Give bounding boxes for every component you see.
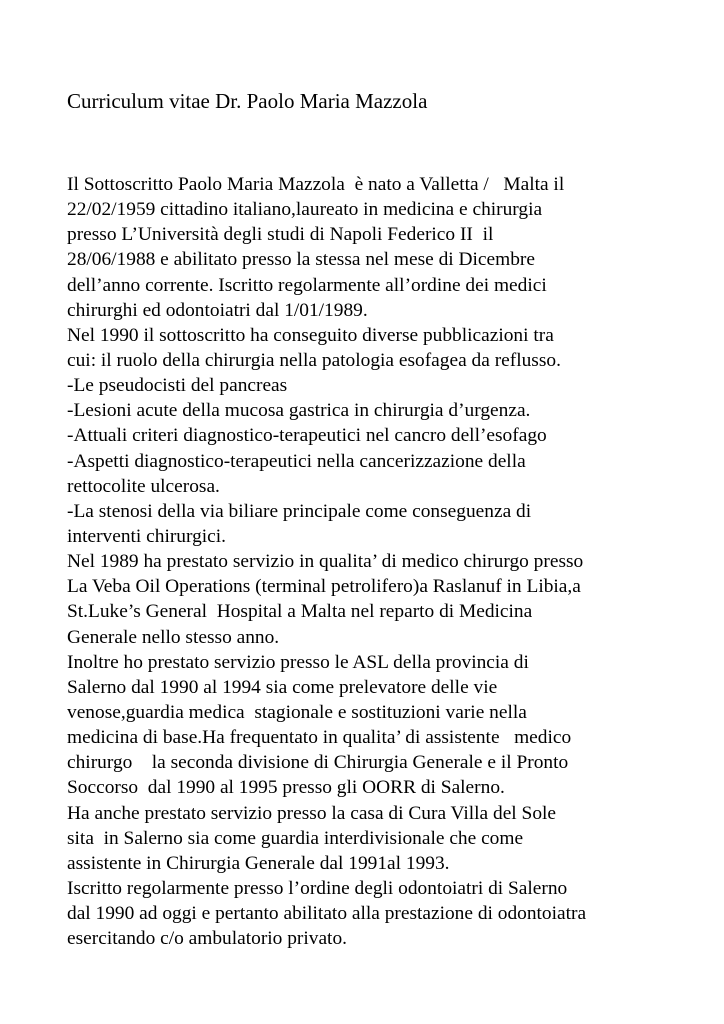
body-line: assistente in Chirurgia Generale dal 1991al 1993. bbox=[67, 852, 450, 874]
body-line: chirurgo la seconda divisione di Chirurgia Generale e il Pronto bbox=[67, 752, 569, 774]
body-line: esercitando c/o ambulatorio privato. bbox=[67, 928, 347, 950]
document-body bbox=[67, 172, 707, 951]
body-line: venose,guardia medica stagionale e sostituzioni varie nella bbox=[67, 701, 527, 723]
body-line: 28/06/1988 e abilitato presso la stessa nel mese di Dicembre bbox=[67, 249, 535, 271]
body-line: Il Sottoscritto Paolo Maria Mazzola è nato a Valletta / Malta il bbox=[67, 174, 565, 195]
body-line: Inoltre ho prestato servizio presso le ASL della provincia di bbox=[67, 651, 529, 673]
body-line: Ha anche prestato servizio presso la casa di Cura Villa del Sole bbox=[67, 802, 557, 824]
body-line: Soccorso dal 1990 al 1995 presso gli OORR di Salerno. bbox=[67, 777, 505, 799]
body-line: sita in Salerno sia come guardia interdivisionale che come bbox=[67, 827, 524, 849]
body-line: interventi chirurgici. bbox=[67, 525, 227, 547]
body-line: La Veba Oil Operations (terminal petrolifero)a Raslanuf in Libia,a bbox=[67, 576, 581, 598]
body-line: -Lesioni acute della mucosa gastrica in chirurgia d’urgenza. bbox=[67, 400, 531, 422]
body-line: 22/02/1959 cittadino italiano,laureato in medicina e chirurgia bbox=[67, 199, 543, 221]
body-line: dell’anno corrente. Iscritto regolarmente all’ordine dei medici bbox=[67, 274, 547, 296]
body-line: dal 1990 ad oggi e pertanto abilitato alla prestazione di odontoiatra bbox=[67, 903, 587, 925]
body-line: St.Luke’s General Hospital a Malta nel reparto di Medicina bbox=[67, 601, 533, 623]
body-line: chirurghi ed odontoiatri dal 1/01/1989. bbox=[67, 299, 368, 321]
body-line: -La stenosi della via biliare principale come conseguenza di bbox=[67, 500, 532, 522]
body-line: presso L’Università degli studi di Napoli Federico II il bbox=[67, 224, 494, 246]
body-line: Salerno dal 1990 al 1994 sia come prelevatore delle vie bbox=[67, 676, 498, 698]
body-line: Iscritto regolarmente presso l’ordine degli odontoiatri di Salerno bbox=[67, 877, 568, 899]
document-title: Curriculum vitae Dr. Paolo Maria Mazzola bbox=[67, 89, 428, 113]
body-line: Nel 1989 ha prestato servizio in qualita’ di medico chirurgo presso bbox=[67, 551, 584, 573]
body-line: medicina di base.Ha frequentato in qualita’ di assistente medico bbox=[67, 727, 572, 749]
body-line: Nel 1990 il sottoscritto ha conseguito diverse pubblicazioni tra bbox=[67, 324, 554, 346]
body-line: -Le pseudocisti del pancreas bbox=[67, 375, 288, 397]
body-line: cui: il ruolo della chirurgia nella patologia esofagea da reflusso. bbox=[67, 349, 561, 371]
body-line: -Attuali criteri diagnostico-terapeutici nel cancro dell’esofago bbox=[67, 425, 547, 447]
body-line: Generale nello stesso anno. bbox=[67, 626, 280, 648]
body-line: rettocolite ulcerosa. bbox=[67, 475, 220, 497]
body-line: -Aspetti diagnostico-terapeutici nella cancerizzazione della bbox=[67, 450, 526, 472]
